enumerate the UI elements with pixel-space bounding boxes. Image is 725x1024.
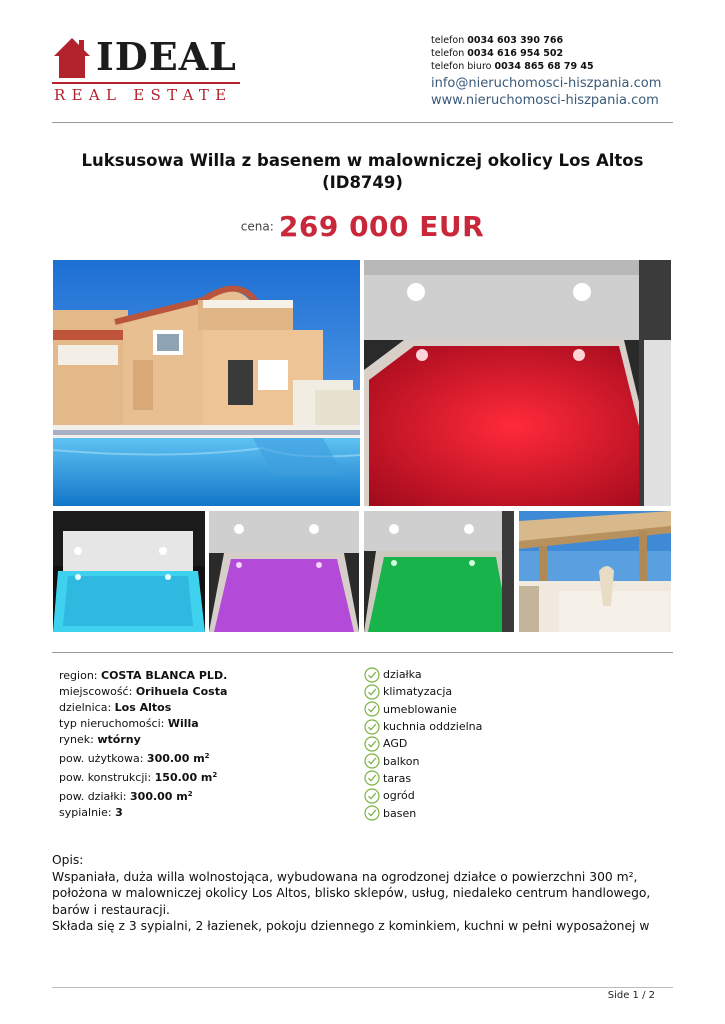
house-logo-icon [52,34,92,80]
features-list [364,666,564,822]
check-circle-icon [364,805,380,821]
feature-item: AGD [364,735,564,752]
description [52,852,673,935]
photo-pool-green[interactable] [364,511,514,632]
detail-plot-area: pow. działki: 300.00 $m^2$ [59,790,193,803]
website-link[interactable]: www.nieruchomosci-hiszpania.com [431,93,659,108]
description-line: Wspaniała, duża willa wolnostojąca, wybudowana na ogrodzonej działce o powierzchni 300 m², [52,869,638,884]
check-circle-icon [364,736,380,752]
detail-bedrooms: sypialnie: 3 [59,806,123,819]
phone-line-2: telefon 0034 616 954 502 [431,48,564,59]
check-circle-icon [364,788,380,804]
detail-market: rynek: wtórny [59,733,141,746]
description-heading: Opis: [52,853,84,867]
phone-line-1: telefon 0034 603 390 766 [431,35,564,46]
feature-item: balkon [364,752,564,769]
phone-line-3: telefon biuro 0034 865 68 79 45 [431,61,594,72]
detail-built-area: pow. konstrukcji: 150.00 $m^2$ [59,771,218,784]
photo-pool-cyan[interactable] [53,511,205,632]
company-logo [52,34,252,106]
check-circle-icon [364,770,380,786]
description-line: Składa się z 3 sypialni, 2 łazienek, pokoju dziennego z kominkiem, kuchni w pełni wyposażonej w [52,919,650,933]
description-line: barów i restauracji. [52,902,170,917]
photo-pergola[interactable] [519,511,671,632]
feature-item: ogród [364,787,564,804]
price-value: 269 000 EUR [278,210,485,243]
feature-item: kuchnia oddzielna [364,718,564,735]
photo-villa-exterior[interactable] [53,260,360,506]
details-divider [52,652,673,653]
page-number: Side 1 / 2 [607,990,655,1001]
email-link[interactable]: info@nieruchomosci-hiszpania.com [431,76,662,91]
check-circle-icon [364,753,380,769]
contact-block [431,34,691,109]
header-divider [52,122,673,123]
feature-item: basen [364,804,564,821]
feature-item: klimatyzacja [364,683,564,700]
price [52,210,673,243]
logo-name: IDEAL [96,34,237,79]
detail-town: miejscowość: Orihuela Costa [59,685,228,698]
detail-region: region: COSTA BLANCA PLD. [59,669,228,682]
detail-property-type: typ nieruchomości: Willa [59,717,199,730]
detail-usable-area: pow. użytkowa: 300.00 $m^2$ [59,752,210,765]
check-circle-icon [364,684,380,700]
logo-subtitle: REAL ESTATE [54,86,233,104]
detail-district: dzielnica: Los Altos [59,701,172,714]
check-circle-icon [364,719,380,735]
feature-item: taras [364,770,564,787]
photo-pool-purple[interactable] [209,511,359,632]
feature-item: umeblowanie [364,701,564,718]
property-details [59,668,359,821]
check-circle-icon [364,701,380,717]
logo-divider [52,82,240,84]
description-line: położona w malowniczej okolicy Los Altos, blisko sklepów, usług, niedaleko centrum handlowego, [52,886,651,900]
price-label: cena: [240,219,274,234]
footer-divider [52,987,673,988]
listing-title: Luksusowa Willa z basenem w malowniczej okolicy Los Altos (ID8749) [81,151,644,192]
check-circle-icon [364,667,380,683]
photo-pool-red[interactable] [364,260,671,506]
feature-item: działka [364,666,564,683]
